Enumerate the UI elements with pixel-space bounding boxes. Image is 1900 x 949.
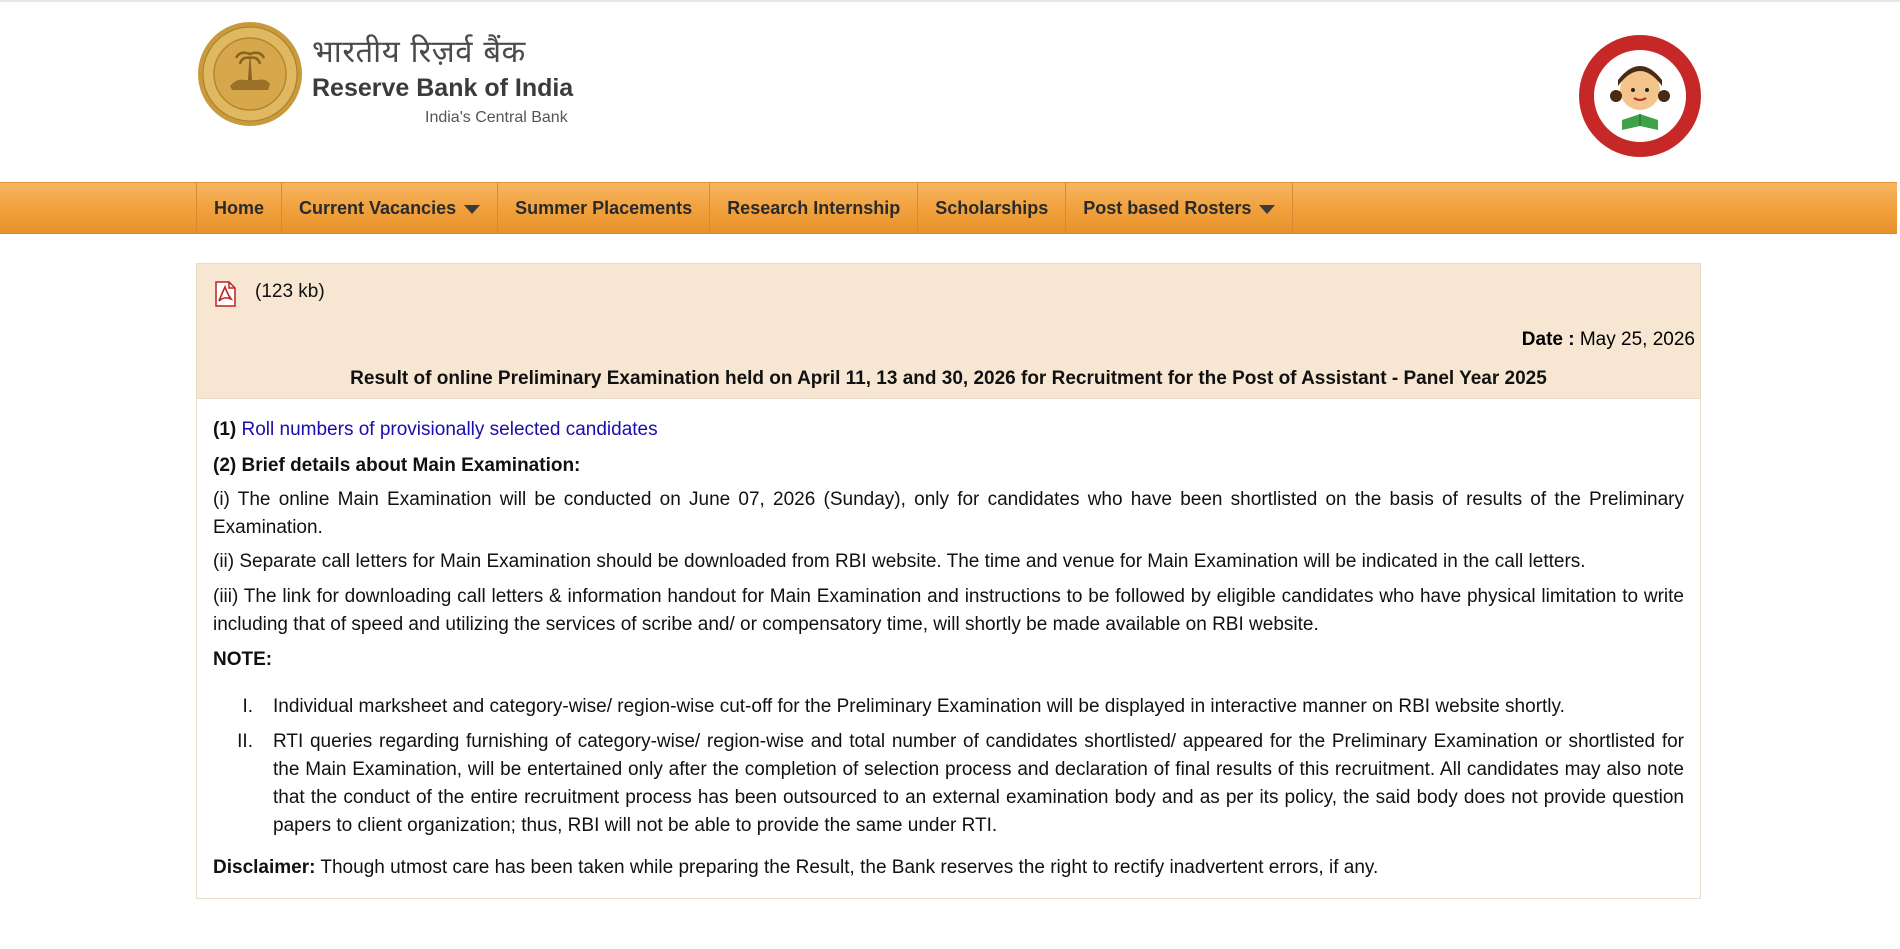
- pdf-icon[interactable]: [213, 281, 237, 307]
- nav-summer-placements[interactable]: [497, 183, 709, 233]
- note-number: II.: [237, 731, 253, 752]
- beti-bachao-logo: [1578, 34, 1702, 158]
- date-label: Date :: [1521, 329, 1575, 350]
- notice-title-row: [197, 359, 1700, 399]
- main-navigation: [0, 182, 1897, 234]
- nav-post-based-rosters-label: Post based Rosters: [1083, 197, 1252, 218]
- chevron-down-icon: [1259, 205, 1275, 214]
- brand-hindi-name: भारतीय रिज़र्व बैंक: [312, 34, 526, 70]
- brand-name: Reserve Bank of India: [312, 74, 574, 102]
- attachment-row: [197, 264, 1700, 324]
- note-text: RTI queries regarding furnishing of category-wise/ region-wise and total number of candidates shortlisted/ appeared for the Preliminary Examination or shortlisted for the Main Examination, will be entertained only after the completion of selection process and declaration of final results of this recruitment. All candidates may also note that the conduct of the entire recruitment process has been outsourced to an external examination body and as per its policy, the said body does not provide question papers to client organization; thus, RBI will not be able to provide the same under RTI.: [273, 731, 1684, 836]
- date-value: May 25, 2026: [1579, 329, 1695, 350]
- nav-research-internship[interactable]: [709, 183, 917, 233]
- note-heading: NOTE:: [213, 649, 273, 670]
- roll-numbers-link[interactable]: Roll numbers of provisionally selected candidates: [241, 419, 658, 440]
- chevron-down-icon: [464, 205, 480, 214]
- date-row: [197, 323, 1700, 360]
- point-i: (i) The online Main Examination will be conducted on June 07, 2026 (Sunday), only for candidates who have been shortlisted on the basis of results of the Preliminary Examination.: [213, 489, 1684, 538]
- notice-panel: [196, 263, 1701, 899]
- disclaimer: [213, 854, 1684, 882]
- nav-summer-placements-label: Summer Placements: [515, 197, 693, 218]
- nav-home-label: Home: [214, 197, 265, 218]
- note-text: Individual marksheet and category-wise/ region-wise cut-off for the Preliminary Examination will be displayed in interactive manner on RBI website shortly.: [273, 696, 1565, 717]
- note-number: I.: [242, 696, 253, 717]
- disclaimer-label: Disclaimer:: [213, 857, 316, 878]
- attachment-size: (123 kb): [255, 281, 325, 302]
- brand-tagline: India's Central Bank: [425, 109, 568, 126]
- site-header: [0, 2, 1900, 182]
- nav-scholarships[interactable]: [917, 183, 1065, 233]
- nav-research-internship-label: Research Internship: [727, 197, 901, 218]
- point-ii: (ii) Separate call letters for Main Examination should be downloaded from RBI website. The time and venue for Main Examination will be indicated in the call letters.: [213, 551, 1586, 572]
- nav-post-based-rosters[interactable]: [1065, 183, 1293, 233]
- nav-home[interactable]: [196, 183, 281, 233]
- nav-scholarships-label: Scholarships: [935, 197, 1049, 218]
- notice-title: Result of online Preliminary Examination held on April 11, 13 and 30, 2026 for Recruitment for the Post of Assistant - Panel Year 2025: [350, 368, 1547, 389]
- disclaimer-text: Though utmost care has been taken while preparing the Result, the Bank reserves the right to rectify inadvertent errors, if any.: [315, 857, 1379, 878]
- rbi-seal-logo[interactable]: [196, 20, 304, 128]
- nav-current-vacancies[interactable]: [281, 183, 497, 233]
- item-1-number: (1): [213, 419, 237, 440]
- nav-current-vacancies-label: Current Vacancies: [299, 197, 457, 218]
- point-iii: (iii) The link for downloading call letters & information handout for Main Examination and instructions to be followed by eligible candidates who have physical limitation to write including that of speed and utilizing the services of scribe and/ or compensatory time, will shortly be made available on RBI website.: [213, 586, 1684, 635]
- item-1: [213, 416, 1684, 444]
- item-2-heading: (2) Brief details about Main Examination:: [213, 455, 581, 476]
